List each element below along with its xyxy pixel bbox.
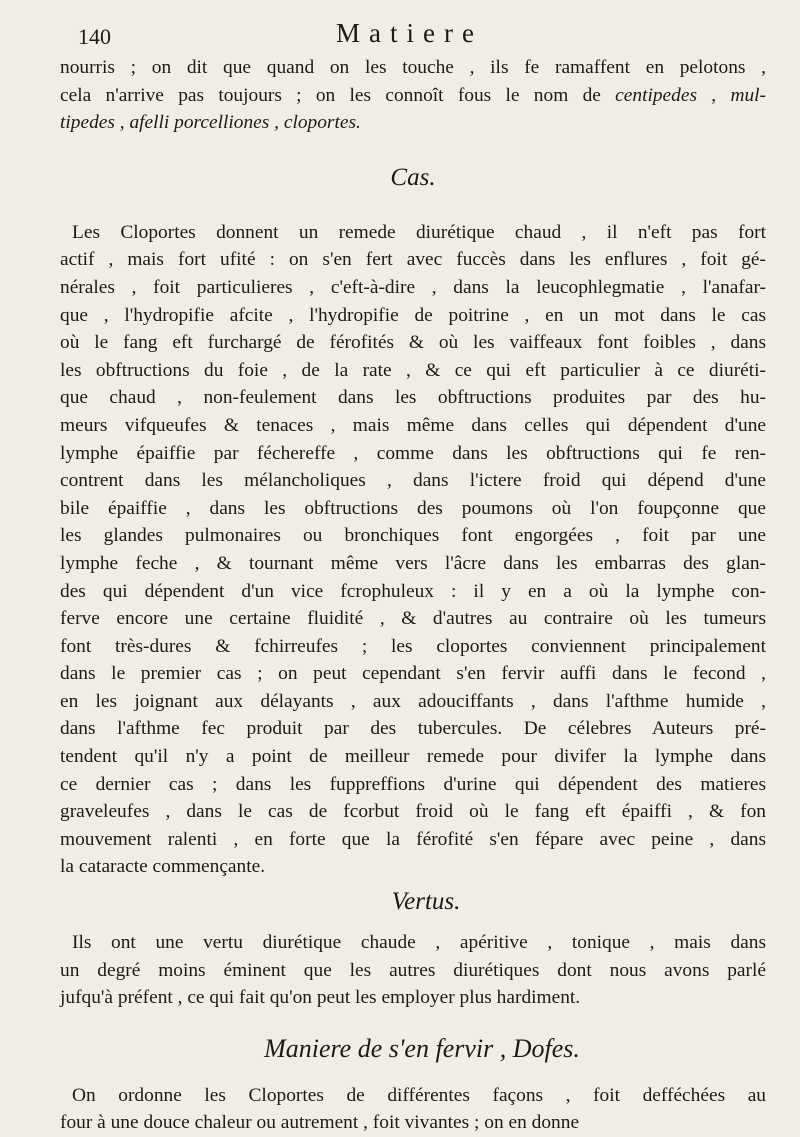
running-head	[60, 18, 766, 54]
intro-line: tipedes , afelli porcelliones , cloportes.	[60, 112, 361, 134]
book-page	[60, 18, 766, 1137]
text-line: bile épaiffie , dans les obftructions des poumons où l'on foupçonne que	[60, 497, 766, 519]
italic-term-centipedes: centipedes	[615, 84, 698, 106]
text-line: ce dernier cas ; dans les fuppreffions d'urine qui dépendent des matieres	[60, 773, 766, 795]
text-line: les glandes pulmonaires ou bronchiques font engorgées , foit par une	[60, 525, 766, 547]
cas-paragraph	[60, 219, 766, 881]
text-line: nérales , foit particulieres , c'eft-à-dire , dans la leucophlegmatie , l'anafar-	[60, 276, 766, 298]
text-line: jufqu'à préfent , ce qui fait qu'on peut les employer plus hardiment.	[60, 987, 581, 1009]
text-line: font très-dures & fchirreufes ; les cloportes conviennent principalement	[60, 635, 766, 657]
text-line: Les Cloportes donnent un remede diurétique chaud , il n'eft pas fort	[72, 221, 766, 243]
text-line: meurs vifqueufes & tenaces , mais même dans celles qui dépendent d'une	[60, 414, 766, 436]
text-line: les obftructions du foie , de la rate , & ce qui eft particulier à ce diuréti-	[60, 359, 766, 381]
text-line: Ils ont une vertu diurétique chaude , apéritive , tonique , mais dans	[72, 932, 766, 954]
text-line: contrent dans les mélancholiques , dans l'ictere froid qui dépend d'une	[60, 470, 766, 492]
text-line: un degré moins éminent que les autres diurétiques dont nous avons parlé	[60, 959, 766, 981]
italic-term-multi: mul-	[730, 84, 766, 106]
text-line: mouvement ralenti , en forte que la férofité s'en fépare avec peine , dans	[60, 828, 766, 850]
intro-line-text: cela n'arrive pas toujours ; on les connoît fous le nom de	[60, 84, 601, 106]
intro-line: nourris ; on dit que quand on les touche , ils fe ramaffent en pelotons ,	[60, 57, 766, 78]
text-line: tendent qu'il n'y a point de meilleur remede pour divifer la lymphe dans	[60, 746, 766, 768]
text-line: où le fang eft furchargé de férofités & où les vaiffeaux font foibles , dans	[60, 332, 766, 354]
text-line: On ordonne les Cloportes de différentes façons , foit defféchées au	[72, 1084, 766, 1106]
text-line: que , l'hydropifie afcite , l'hydropifie de poitrine , en un mot dans le cas	[60, 304, 766, 326]
text-line: que chaud , non-feulement dans les obftructions produites par des hu-	[60, 387, 766, 409]
text-line: ferve encore une certaine fluidité , & d'autres au contraire où les tumeurs	[60, 608, 766, 630]
text-line: en les joignant aux délayants , aux adouciffants , dans l'afthme humide ,	[60, 690, 766, 712]
intro-paragraph	[60, 54, 766, 137]
vertus-paragraph	[60, 929, 766, 1012]
text-line: lymphe épaiffie par féchereffe , comme dans les obftructions qui fe ren-	[60, 442, 766, 464]
text-line: actif , mais fort ufité : on s'en fert avec fuccès dans les enflures , foit gé-	[60, 249, 766, 271]
text-line: dans le premier cas ; on peut cependant s'en fervir auffi dans le fecond ,	[60, 663, 766, 685]
section-heading-vertus: Vertus.	[391, 888, 461, 916]
intro-line: cela n'arrive pas toujours ; on les connoît fous le nom de centipedes , mul-	[60, 84, 766, 106]
text-line: des qui dépendent d'un vice fcrophuleux : il y en a où la lymphe con-	[60, 580, 766, 602]
text-line: four à une douce chaleur ou autrement , foit vivantes ; on en donne	[60, 1112, 580, 1134]
text-line: lymphe feche , & tournant même vers l'âcre dans les embarras des glan-	[60, 552, 766, 574]
page-number: 140	[78, 24, 111, 49]
section-heading-cas: Cas.	[390, 163, 436, 191]
text-line: dans l'afthme fec produit par des tubercules. De célebres Auteurs pré-	[60, 718, 766, 740]
running-title: Matiere	[336, 18, 483, 48]
text-line: la cataracte commençante.	[60, 856, 266, 878]
text-line: graveleufes , dans le cas de fcorbut froid où le fang eft épaiffi , & fon	[60, 801, 766, 823]
section-heading-maniere: Maniere de s'en fervir , Dofes.	[264, 1033, 580, 1063]
